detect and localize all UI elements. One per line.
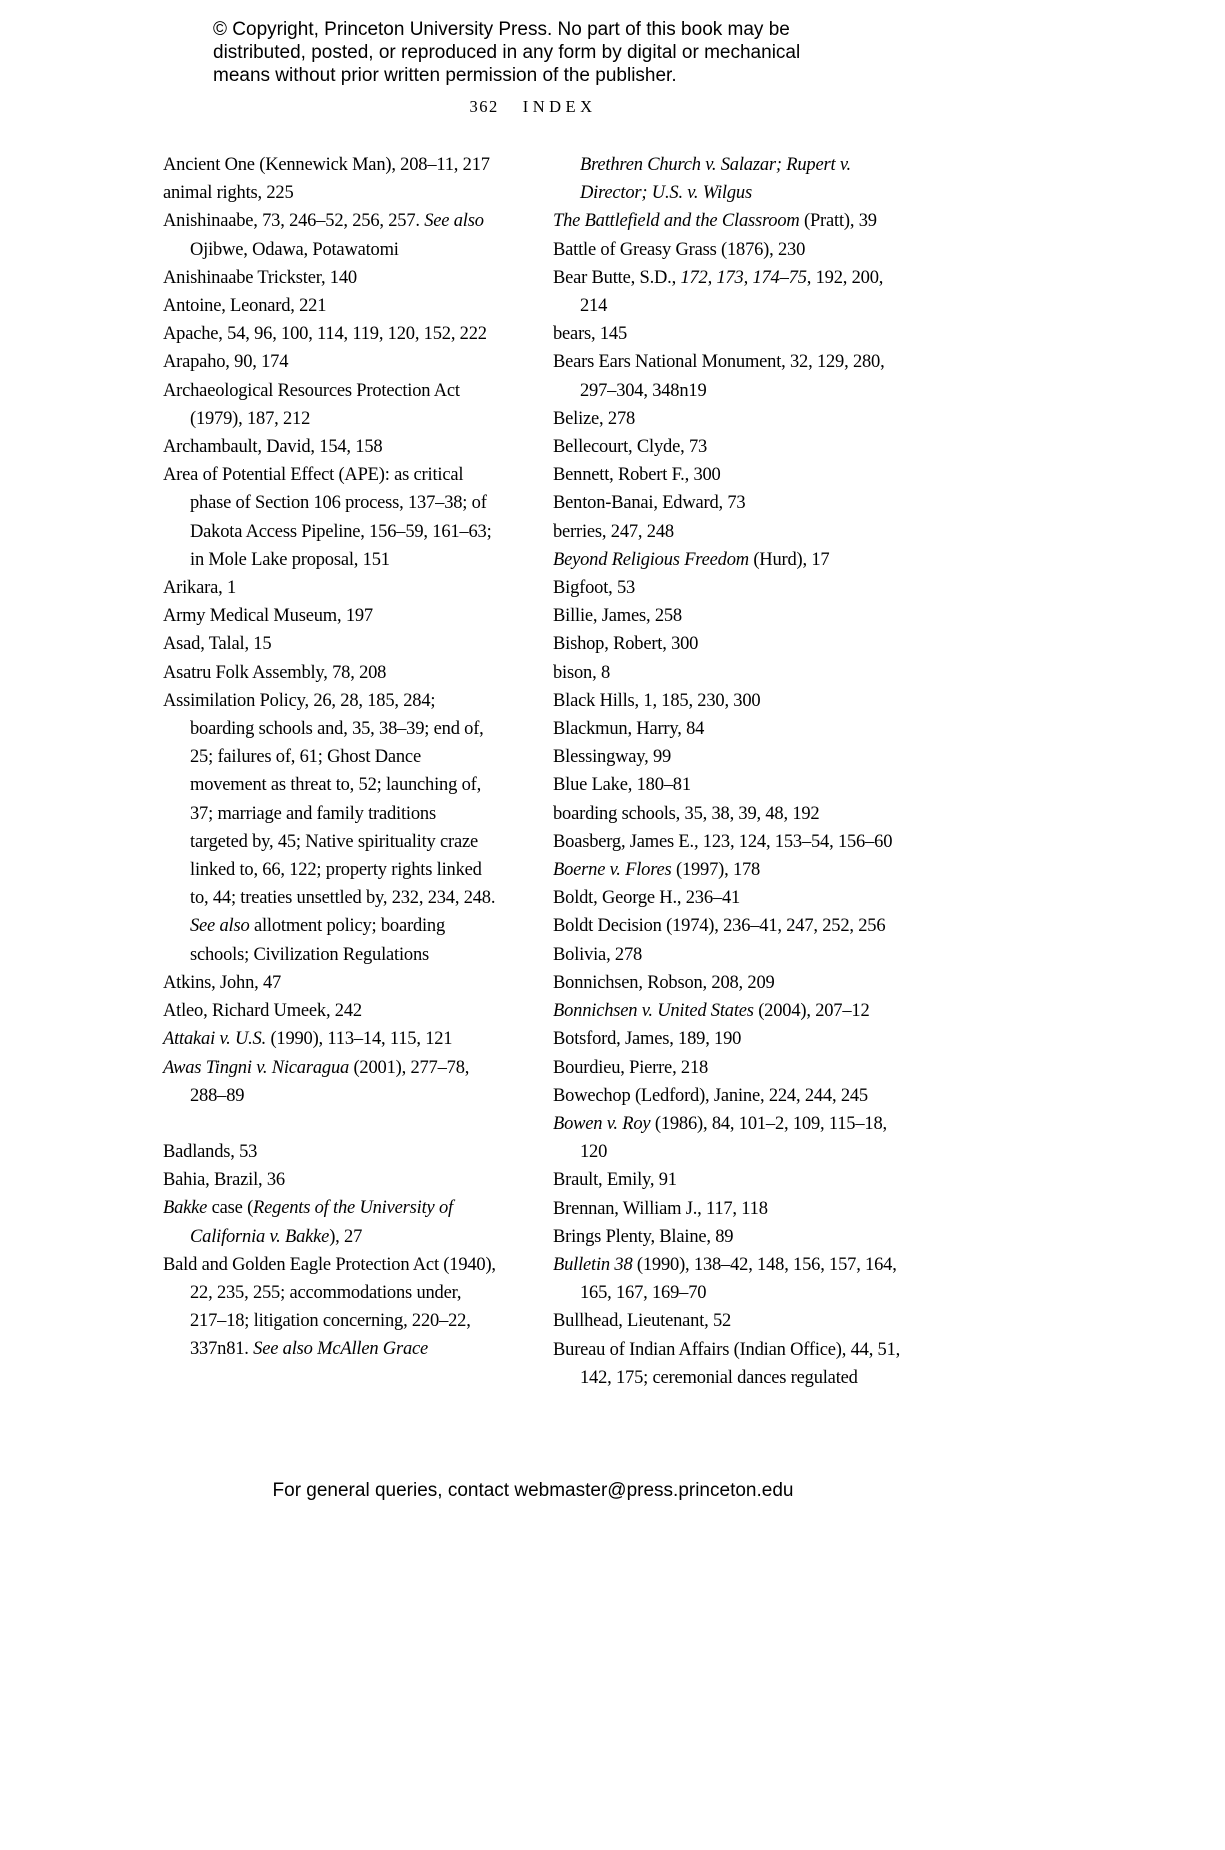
index-entry <box>163 320 497 348</box>
index-entry <box>163 602 497 630</box>
index-entry-text: Antoine, Leonard, 221 <box>163 296 327 317</box>
index-entry-text: Army Medical Museum, 197 <box>163 606 373 627</box>
index-entry-text: Atkins, John, 47 <box>163 972 282 993</box>
index-entry <box>163 1054 497 1110</box>
index-entry-text: Asad, Talal, 15 <box>163 634 272 655</box>
index-entry-text: Belize, 278 <box>553 408 636 429</box>
index-entry <box>553 1195 903 1223</box>
index-entry-italic-text: See also McAllen Grace <box>253 1339 429 1360</box>
index-entry-italic-text: Bonnichsen v. United States <box>553 1001 754 1022</box>
index-entry <box>553 405 903 433</box>
index-entry <box>553 320 903 348</box>
index-entry <box>553 433 903 461</box>
index-entry-text: (Pratt), 39 <box>799 211 877 232</box>
index-entry-text: Bellecourt, Clyde, 73 <box>553 437 708 458</box>
index-entry-text: , 192, 200, 214 <box>580 267 884 317</box>
index-entry-text: Blessingway, 99 <box>553 747 672 768</box>
index-entry-text: (Hurd), 17 <box>748 549 830 570</box>
index-entry-text: Apache, 54, 96, 100, 114, 119, 120, 152, 222 <box>163 324 487 345</box>
index-entry <box>163 687 497 969</box>
index-entry <box>163 1194 497 1250</box>
index-entry-italic-text: Bulletin 38 <box>553 1254 633 1275</box>
index-columns <box>163 151 903 1392</box>
index-entry <box>163 179 497 207</box>
index-entry <box>553 856 903 884</box>
index-entry-text: (2004), 207–12 <box>753 1001 870 1022</box>
index-entry-text: Boldt, George H., 236–41 <box>553 888 741 909</box>
index-entry <box>553 546 903 574</box>
index-entry <box>553 1251 903 1307</box>
index-entry-italic-text: Awas Tingni v. Nicaragua <box>163 1057 350 1078</box>
index-entry-text: Bigfoot, 53 <box>553 578 636 599</box>
index-entry-text: Botsford, James, 189, 190 <box>553 1029 742 1050</box>
index-entry-text: Bear Butte, S.D., <box>553 267 681 288</box>
index-entry-text: (2001), 277–78, 288–89 <box>190 1057 470 1106</box>
index-entry-text: (1990), 113–14, 115, 121 <box>266 1029 453 1050</box>
index-entry <box>553 1082 903 1110</box>
index-entry <box>553 1223 903 1251</box>
index-entry-text: Atleo, Richard Umeek, 242 <box>163 1001 362 1022</box>
index-entry-text: Benton-Banai, Edward, 73 <box>553 493 746 514</box>
index-entry-text: Arapaho, 90, 174 <box>163 352 289 373</box>
index-entry <box>163 997 497 1025</box>
copyright-line: means without prior written permission of the publisher. <box>213 65 677 86</box>
index-entry-text: berries, 247, 248 <box>553 521 674 542</box>
index-entry <box>163 969 497 997</box>
index-entry-text: Bolivia, 278 <box>553 944 643 965</box>
index-entry <box>163 207 497 263</box>
index-entry <box>163 461 497 574</box>
index-entry-text: Assimilation Policy, 26, 28, 185, 284; boarding schools and, 35, 38–39; end of, 25; failures of, 61; Ghost Dance movement as threat to, 52; launching of, 37; marriage and family traditions targeted by, 45; Native spirituality craze linked to, 66, 122; property rights linked to, 44; treaties unsettled by, 232, 234, 248. <box>163 690 496 909</box>
index-entry-text: Bishop, Robert, 300 <box>553 634 699 655</box>
index-entry-text: bison, 8 <box>553 662 610 683</box>
index-entry <box>163 1251 497 1364</box>
index-entry-text: Battle of Greasy Grass (1876), 230 <box>553 239 806 260</box>
index-entry <box>553 912 903 940</box>
index-entry-text: Ancient One (Kennewick Man), 208–11, 217 <box>163 155 490 175</box>
index-entry <box>553 461 903 489</box>
index-entry-text: Archaeological Resources Protection Act (1979), 187, 212 <box>163 380 460 429</box>
index-entry <box>163 151 497 179</box>
index-entry-text: Bullhead, Lieutenant, 52 <box>553 1311 732 1332</box>
index-entry-text: (1990), 138–42, 148, 156, 157, 164, 165, 167, 169–70 <box>580 1254 897 1304</box>
index-entry-text: allotment policy; boarding schools; Civilization Regulations <box>190 916 446 965</box>
index-entry <box>163 433 497 461</box>
index-entry <box>553 659 903 687</box>
running-head <box>163 97 903 117</box>
index-entry <box>163 1166 497 1194</box>
index-entry-text: Bahia, Brazil, 36 <box>163 1170 285 1191</box>
index-entry-text: Brennan, William J., 117, 118 <box>553 1198 768 1219</box>
index-entry-text: Anishinaabe Trickster, 140 <box>163 267 357 288</box>
index-entry-italic-text: Bakke <box>163 1198 208 1219</box>
copyright-line: distributed, posted, or reproduced in any form by digital or mechanical <box>213 42 801 63</box>
index-entry <box>163 1138 497 1166</box>
index-entry <box>553 997 903 1025</box>
index-entry <box>553 1166 903 1194</box>
index-entry <box>553 800 903 828</box>
index-entry <box>163 292 497 320</box>
index-entry <box>553 348 903 404</box>
index-entry <box>163 1025 497 1053</box>
index-entry <box>553 1336 903 1392</box>
index-entry <box>553 489 903 517</box>
index-entry-text: Bald and Golden Eagle Protection Act (1940), 22, 235, 255; accommodations under, 217–18; litigation concerning, 220–22, 337n81. <box>163 1254 496 1360</box>
section-title: INDEX <box>522 97 597 116</box>
copyright-line: © Copyright, Princeton University Press. No part of this book may be <box>213 19 790 40</box>
index-entry-italic-text: Bowen v. Roy <box>553 1113 651 1134</box>
index-entry-text: Boldt Decision (1974), 236–41, 247, 252, 256 <box>553 916 886 937</box>
index-entry-italic-text: The Battlefield and the Classroom <box>553 211 800 232</box>
index-entry-text: Black Hills, 1, 185, 230, 300 <box>553 690 761 711</box>
index-entry-text: Bourdieu, Pierre, 218 <box>553 1057 709 1078</box>
index-entry-text: Brings Plenty, Blaine, 89 <box>553 1226 734 1247</box>
index-entry-text: Bowechop (Ledford), Janine, 224, 244, 245 <box>553 1085 868 1106</box>
index-entry-text: Area of Potential Effect (APE): as critical phase of Section 106 process, 137–38; of Dakota Access Pipeline, 156–59, 161–63; in Mole Lake proposal, 151 <box>163 465 492 570</box>
index-entry <box>553 207 903 235</box>
index-entry-text: Boasberg, James E., 123, 124, 153–54, 156–60 <box>553 831 893 852</box>
index-entry-text: Bonnichsen, Robson, 208, 209 <box>553 972 775 993</box>
index-entry <box>163 659 497 687</box>
index-entry <box>553 1054 903 1082</box>
index-entry <box>553 1025 903 1053</box>
index-entry-italic-text: Attakai v. U.S. <box>163 1029 267 1050</box>
index-entry-text: case ( <box>207 1198 254 1219</box>
footer-contact-line: For general queries, contact webmaster@press.princeton.edu <box>272 1480 794 1501</box>
index-entry <box>553 236 903 264</box>
index-entry <box>163 264 497 292</box>
index-entry <box>553 151 903 207</box>
index-entry-italic-text: Regents of the University of California v. Bakke <box>190 1198 453 1247</box>
index-entry-text: (1986), 84, 101–2, 109, 115–18, 120 <box>580 1113 887 1163</box>
index-entry-text: Anishinaabe, 73, 246–52, 256, 257. <box>163 211 425 232</box>
index-entry <box>553 264 903 320</box>
index-entry <box>163 574 497 602</box>
index-entry <box>553 715 903 743</box>
index-entry <box>163 377 497 433</box>
index-entry <box>553 1307 903 1335</box>
index-entry-text: Asatru Folk Assembly, 78, 208 <box>163 662 387 683</box>
index-entry <box>553 828 903 856</box>
index-column-left <box>163 151 497 1392</box>
index-entry-text: ), 27 <box>329 1226 363 1247</box>
index-entry-text: Arikara, 1 <box>163 578 236 599</box>
index-entry-text: Bennett, Robert F., 300 <box>553 465 721 486</box>
index-entry <box>553 884 903 912</box>
index-entry-text: animal rights, 225 <box>163 183 294 204</box>
index-entry <box>553 630 903 658</box>
index-entry <box>553 602 903 630</box>
index-entry <box>553 771 903 799</box>
index-entry-text: Ojibwe, Odawa, Potawatomi <box>190 239 399 260</box>
index-entry <box>553 743 903 771</box>
index-entry-italic-text: 172, 173, 174–75 <box>680 267 807 288</box>
index-entry-text: Badlands, 53 <box>163 1141 258 1162</box>
index-entry-text: (1997), 178 <box>671 860 761 881</box>
index-entry-text: Bears Ears National Monument, 32, 129, 280, 297–304, 348n19 <box>553 352 885 401</box>
index-entry-text: Bureau of Indian Affairs (Indian Office), 44, 51, 142, 175; ceremonial dances regulated <box>553 1339 901 1388</box>
index-entry <box>553 941 903 969</box>
index-entry-text: Archambault, David, 154, 158 <box>163 437 383 458</box>
index-entry <box>163 348 497 376</box>
index-entry-italic-text: See also <box>190 916 250 937</box>
index-entry-italic-text: Beyond Religious Freedom <box>553 549 749 570</box>
index-entry-italic-text: Boerne v. Flores <box>553 860 672 881</box>
index-entry-text: Billie, James, 258 <box>553 606 682 627</box>
page-number: 362 <box>469 97 499 116</box>
index-entry <box>553 518 903 546</box>
index-entry-italic-text: Brethren Church v. Salazar; Rupert v. Director; U.S. v. Wilgus <box>580 155 851 204</box>
index-entry-italic-text: See also <box>424 211 484 232</box>
index-entry <box>163 630 497 658</box>
copyright-notice <box>213 18 800 87</box>
index-column-right <box>553 151 903 1392</box>
index-entry <box>553 969 903 997</box>
index-entry-text: Brault, Emily, 91 <box>553 1170 677 1191</box>
index-entry <box>553 687 903 715</box>
index-entry <box>553 574 903 602</box>
index-entry-text: Blue Lake, 180–81 <box>553 775 691 796</box>
index-entry <box>553 1110 903 1166</box>
index-entry-text: bears, 145 <box>553 324 628 345</box>
index-entry-text: boarding schools, 35, 38, 39, 48, 192 <box>553 803 820 824</box>
index-entry-text: Blackmun, Harry, 84 <box>553 719 705 740</box>
